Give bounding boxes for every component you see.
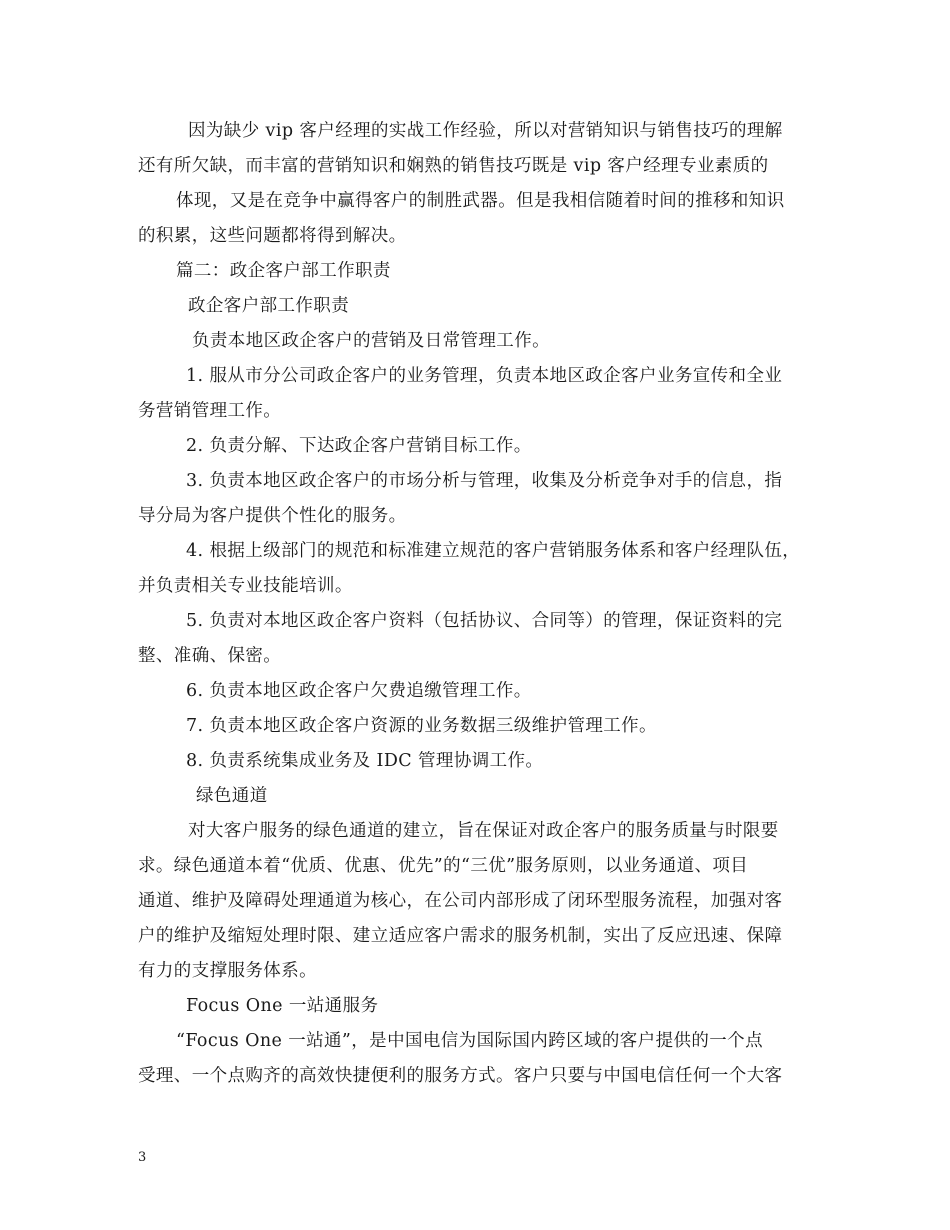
text-line: 负责本地区政企客户的营销及日常管理工作。 [192, 331, 550, 351]
list-item: 5. 负责对本地区政企客户资料（包括协议、合同等）的管理，保证资料的完 [186, 611, 783, 631]
text-line: 还有所欠缺，而丰富的营销知识和娴熟的销售技巧既是 vip 客户经理专业素质的 [138, 156, 769, 176]
text-line: 对大客户服务的绿色通道的建立，旨在保证对政企客户的服务质量与时限要 [188, 821, 779, 841]
list-item: 1. 服从市分公司政企客户的业务管理，负责本地区政企客户业务宣传和全业 [186, 366, 783, 386]
list-item: 3. 负责本地区政企客户的市场分析与管理，收集及分析竞争对手的信息，指 [186, 471, 783, 491]
text-line: 有力的支撑服务体系。 [138, 961, 317, 981]
section-title: 绿色通道 [196, 786, 268, 806]
text-line: “Focus One 一站通”，是中国电信为国际国内跨区域的客户提供的一个点 [176, 1031, 763, 1051]
text-line: 求。绿色通道本着“优质、优惠、优先”的“三优”服务原则，以业务通道、项目 [138, 856, 749, 876]
section-title: 政企客户部工作职责 [188, 296, 350, 316]
text-line: 的积累，这些问题都将得到解决。 [138, 226, 407, 246]
text-line: 户的维护及缩短处理时限、建立适应客户需求的服务机制，实出了反应迅速、保障 [138, 926, 783, 946]
list-item: 6. 负责本地区政企客户欠费追缴管理工作。 [186, 681, 532, 701]
list-item: 4. 根据上级部门的规范和标准建立规范的客户营销服务体系和客户经理队伍， [186, 541, 801, 561]
section-title: Focus One 一站通服务 [186, 996, 379, 1016]
section-heading: 篇二：政企客户部工作职责 [176, 261, 391, 281]
text-line: 务营销管理工作。 [138, 401, 282, 421]
list-item: 2. 负责分解、下达政企客户营销目标工作。 [186, 436, 532, 456]
text-line: 体现，又是在竞争中赢得客户的制胜武器。但是我相信随着时间的推移和知识 [176, 191, 785, 211]
text-line: 通道、维护及障碍处理通道为核心，在公司内部形成了闭环型服务流程，加强对客 [138, 891, 783, 911]
text-line: 受理、一个点购齐的高效快捷便利的服务方式。客户只要与中国电信任何一个大客 [138, 1066, 783, 1086]
text-line: 导分局为客户提供个性化的服务。 [138, 506, 407, 526]
text-line: 并负责相关专业技能培训。 [138, 576, 353, 596]
list-item: 7. 负责本地区政企客户资源的业务数据三级维护管理工作。 [186, 716, 657, 736]
text-line: 整、准确、保密。 [138, 646, 282, 666]
text-line: 因为缺少 vip 客户经理的实战工作经验，所以对营销知识与销售技巧的理解 [188, 121, 783, 141]
page-number: 3 [138, 1150, 147, 1165]
list-item: 8. 负责系统集成业务及 IDC 管理协调工作。 [186, 751, 544, 771]
